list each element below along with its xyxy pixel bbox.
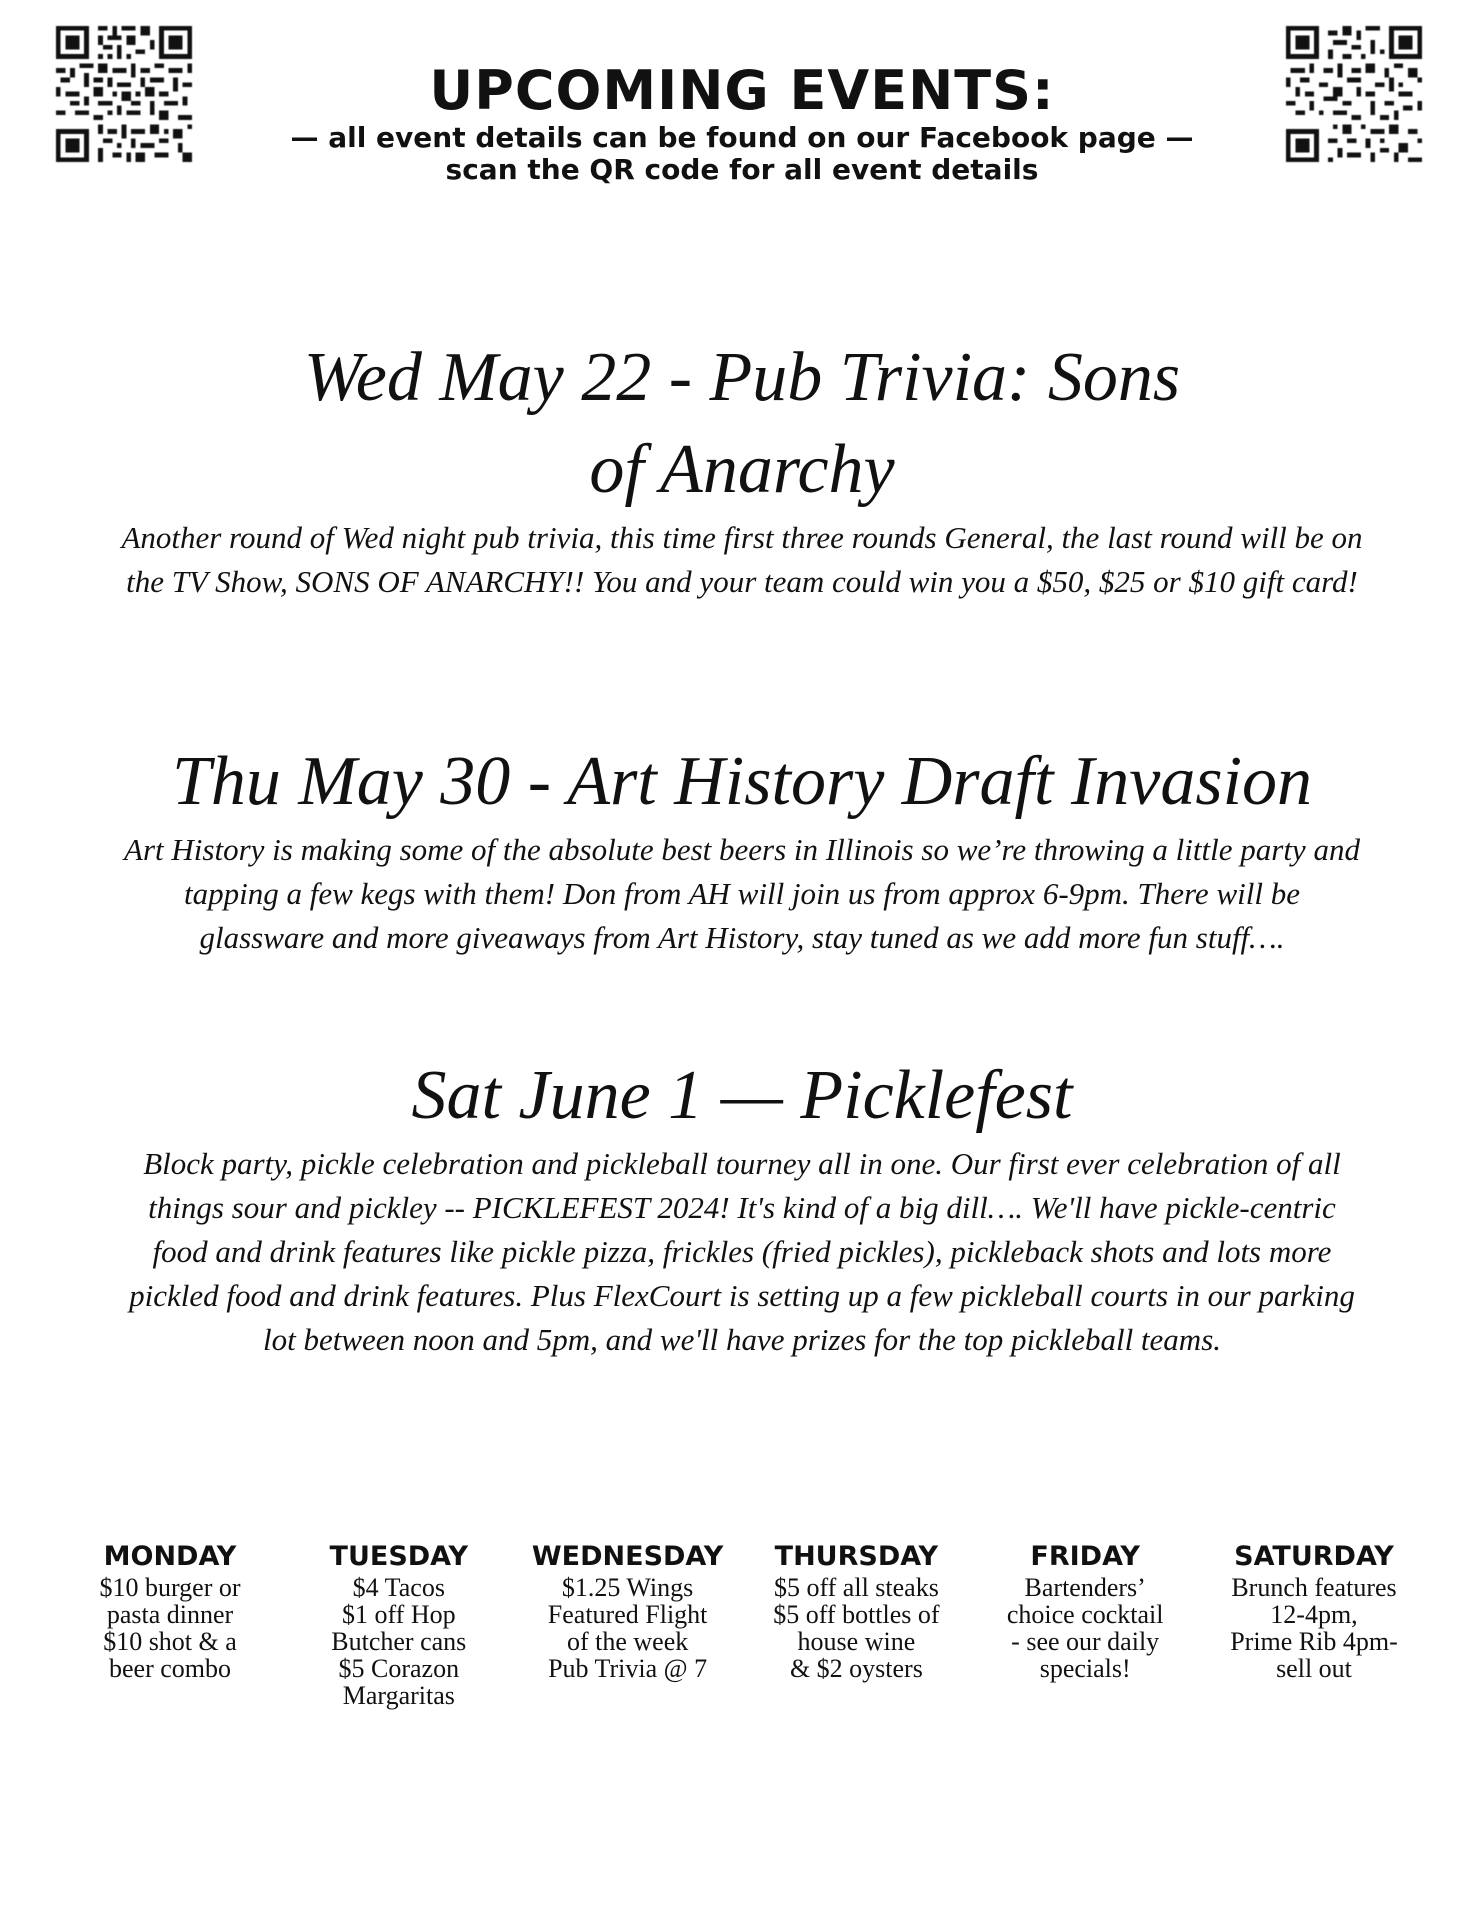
event-title: Wed May 22 - Pub Trivia: Sons of Anarchy xyxy=(303,339,1181,508)
special-line: - see our daily xyxy=(1011,1627,1160,1656)
special-line: house wine xyxy=(797,1627,916,1656)
special-line: $5 off bottles of xyxy=(773,1600,940,1629)
special-line: Margaritas xyxy=(342,1681,455,1710)
special-line: $4 Tacos xyxy=(352,1573,445,1602)
event-item xyxy=(120,1050,1364,1362)
special-monday xyxy=(70,1540,270,1709)
special-line: sell out xyxy=(1276,1654,1352,1683)
special-line: of the week xyxy=(566,1627,689,1656)
special-friday xyxy=(985,1540,1185,1709)
day-name: TUESDAY xyxy=(329,1541,469,1572)
special-line: Brunch features xyxy=(1231,1573,1397,1602)
event-description: Another round of Wed night pub trivia, this time first three rounds General, the last round will be on the TV Show, SONS OF ANARCHY!! You and your team could win you a $50, $25 or $10 gift card! xyxy=(121,520,1363,599)
special-line: Featured Flight xyxy=(547,1600,708,1629)
special-tuesday xyxy=(299,1540,499,1709)
special-line: beer combo xyxy=(108,1654,231,1683)
event-item xyxy=(120,736,1364,960)
day-name: THURSDAY xyxy=(774,1541,939,1572)
special-line: & $2 oysters xyxy=(789,1654,923,1683)
special-line: $5 off all steaks xyxy=(773,1573,939,1602)
special-saturday xyxy=(1214,1540,1414,1709)
special-line: Pub Trivia @ 7 xyxy=(548,1654,708,1683)
header-subtitle-facebook: — all event details can be found on our Facebook page — xyxy=(290,121,1194,154)
special-line: 12-4pm, xyxy=(1270,1600,1358,1629)
special-line: $5 Corazon xyxy=(338,1654,460,1683)
special-line: $1.25 Wings xyxy=(561,1573,694,1602)
special-line: pasta dinner xyxy=(106,1600,234,1629)
special-line: Prime Rib 4pm- xyxy=(1230,1627,1398,1656)
day-name: MONDAY xyxy=(103,1541,237,1572)
special-thursday xyxy=(756,1540,956,1709)
special-line: choice cocktail xyxy=(1006,1600,1164,1629)
event-title: Thu May 30 - Art History Draft Invasion xyxy=(171,743,1313,820)
header-subtitle-qr: scan the QR code for all event details xyxy=(445,153,1039,186)
page-header xyxy=(0,60,1484,186)
special-line: $10 shot & a xyxy=(103,1627,237,1656)
special-line: $10 burger or xyxy=(99,1573,241,1602)
day-name: WEDNESDAY xyxy=(531,1541,724,1572)
event-description: Block party, pickle celebration and pickleball tourney all in one. Our first ever celebration of all things sour and pickley -- PICKLEFEST 2024! It's kind of a big dill…. We'll have pickle-centric food and drink features like pickle pizza, frickles (fried pickles), pickleback shots and lots more pickled food and drink features. Plus FlexCourt is setting up a few pickleball courts in our parking lot between noon and 5pm, and we'll have prizes for the top pickleball teams. xyxy=(129,1146,1355,1357)
special-line: Bartenders’ xyxy=(1024,1573,1146,1602)
weekly-specials xyxy=(70,1540,1414,1709)
special-line: Butcher cans xyxy=(331,1627,467,1656)
page-title: UPCOMING EVENTS: xyxy=(429,59,1055,122)
event-description: Art History is making some of the absolute best beers in Illinois so we’re throwing a little party and tapping a few kegs with them! Don from AH will join us from approx 6-9pm. There will be glassware and more giveaways from Art History, stay tuned as we add more fun stuff…. xyxy=(124,832,1360,955)
special-line: $1 off Hop xyxy=(341,1600,456,1629)
special-line: specials! xyxy=(1039,1654,1131,1683)
day-name: FRIDAY xyxy=(1030,1541,1140,1572)
day-name: SATURDAY xyxy=(1234,1541,1394,1572)
event-title: Sat June 1 — Picklefest xyxy=(411,1057,1073,1134)
event-item xyxy=(120,332,1364,604)
special-wednesday xyxy=(528,1540,728,1709)
